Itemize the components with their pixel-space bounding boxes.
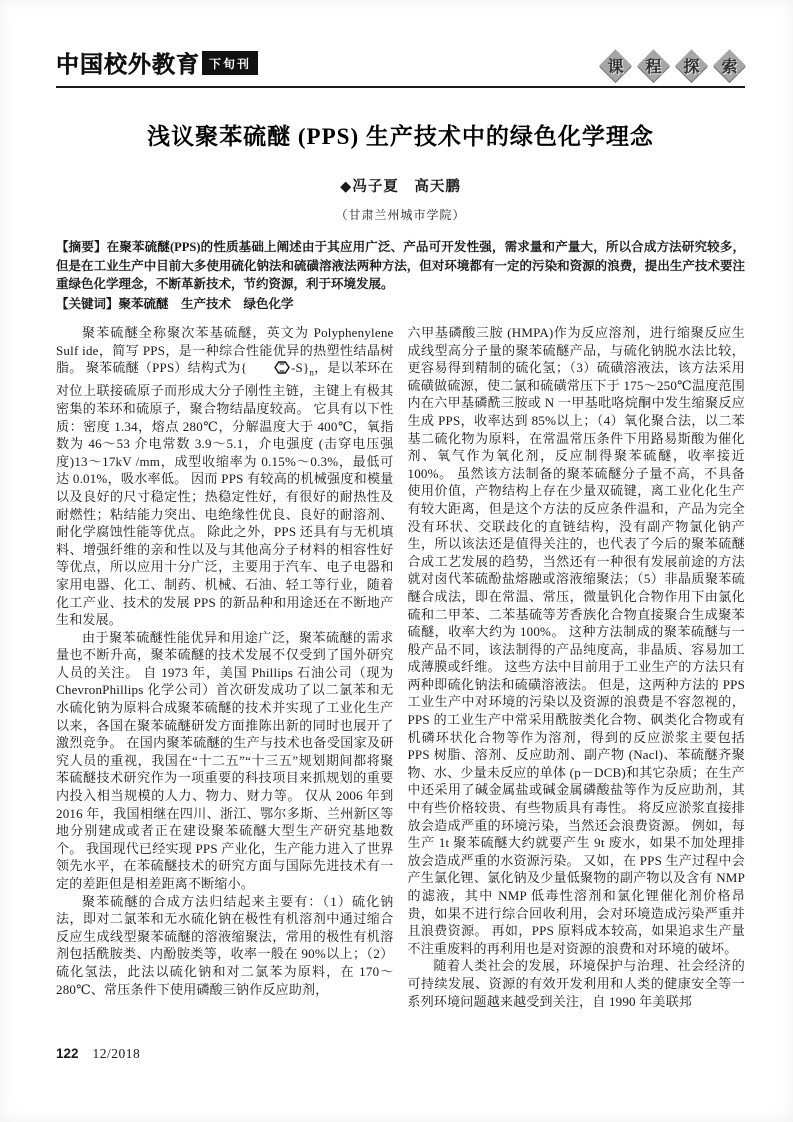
section-char: 探: [683, 59, 700, 76]
abstract-label: 【摘要】: [56, 240, 107, 254]
diamond-icon: [602, 52, 629, 79]
formula-open: {: [240, 360, 248, 376]
paragraph: 随着人类社会的发展，环境保护与治理、社会经济的可持续发展、资源的有效开发利用和人类的健康安全等一系列环境问题越来越受到关注，自 1990 年美联邦: [407, 958, 745, 1009]
journal-name: 中国校外教育: [56, 51, 200, 77]
page-number: 122: [56, 1046, 79, 1061]
paragraph: 聚苯硫醚的合成方法归结起来主要有：（1）硫化钠法，即对二氯苯和无水硫化钠在极性有机溶剂中通过缩合反应生成线型聚苯硫醚的溶液缩聚法，常用的极性有机溶剂包括酰胺类、内酚胺类等，收率一般在 90%以上；（2）硫化氢法，此法以硫化钠和对二氯苯为原料，在 170～280℃、常压条件下使用磷酸三钠作反应助剂，: [56, 893, 394, 997]
page-footer: [56, 1046, 140, 1062]
paragraph-text: 聚苯硫醚全称聚次苯基硫醚，英文为 Polyphenylene Sulf ide，简写 PPS，是一种综合性能优异的热塑性结晶树脂。 聚苯硫醚（PPS）结构式为: [56, 325, 394, 376]
keywords-text: 聚苯硫醚 生产技术 绿色化学: [118, 296, 294, 311]
section-char: 课: [607, 59, 624, 76]
paragraph: 六甲基磷酸三胺 (HMPA)作为反应溶剂，进行缩聚反应生成线型高分子量的聚苯硫醚产品，与硫化钠脱水法比较，更容易得到精制的硫化氢；（3）硫磺溶液法，该方法采用硫磺做硫源，使二氯和硫磺常压下于 175～250℃温度范围内在六甲基磷酰三胺或 N 一甲基吡咯烷酮中发生缩聚反应生成 PPS，收率达到 85%以上；（4）氧化聚合法，以二苯基二硫化物为原料，在常温常压条件下用路易斯酸为催化剂、氧气作为氧化剂，反应制得聚苯硫醚，收率接近 100%。 虽然该方法制备的聚苯硫醚分子量不高，不具备使用价值，产物结构上存在少量双硫键，离工业化化生产有较大距离，但是这个方法的反应条件温和，产品为完全没有环状、交联歧化的直链结构，没有副产物氯化钠产生，所以该法还是值得关注的，也代表了今后的聚苯硫醚合成工艺发展的趋势，当然还有一种很有发展前途的方法就对卤代苯硫酚盐熔融或溶液缩聚法；（5）非晶质聚苯硫醚合成法，即在常温、常压，微量钒化合物作用下由氯化硫和二甲苯、二苯基硫等芳香族化合物直接聚合生成聚苯硫醚，收率大约为 100%。 这种方法制成的聚苯硫醚与一般产品不同，该法制得的产品纯度高，非晶质、容易加工成薄膜或纤维。 这些方法中目前用于工业生产的方法只有两种即硫化钠法和硫磺溶液法。 但是，这两种方法的 PPS 工业生产中对环境的污染以及资源的浪费是不容忽视的，PPS 的工业生产中常采用酰胺类化合物、砜类化合物或有机磷环状化合物等作为溶剂，得到的反应淤浆主要包括 PPS 树脂、溶剂、反应助剂、副产物 (Nacl)、苯硫醚齐聚物、水、少量未反应的单体 (p－DCB)和其它杂质；在生产中还采用了碱金属盐或碱金属磷酸盐等作为反应助剂，其中有些价格较贵、有些物质具有毒性。 将反应淤浆直接排放会造成严重的环境污染，当然还会浪费资源。 例如，每生产 1t 聚苯硫醚大约就要产生 9t 废水，如果不加处理排放会造成严重的水资源污染。 又如，在 PPS 生产过程中会产生氯化锂、氯化钠及少量低聚物的副产物以及含有 NMP 的滤液，其中 NMP 低毒性溶剂和氯化锂催化剂价格昂贵，如果不进行综合回收利用，会对环境造成污染严重并且浪费资源。 再如，PPS 原料成本较高，如果追求生产量不注重废料的再利用也是对资源的浪费和对环境的破坏。: [407, 325, 745, 956]
left-column: [56, 324, 394, 1010]
keywords: [56, 295, 745, 314]
formula-close: -S}: [291, 360, 310, 376]
section-char: 索: [721, 59, 738, 76]
abstract-text: 在聚苯硫醚(PPS)的性质基础上阐述由于其应用广泛、产品可开发性强，需求量和产量大，所以合成方法研究较多，但是在工业生产中目前大多使用硫化钠法和硫磺溶液法两种方法，但对环境都有一定的污染和资源的浪费，提出生产技术要注重绿色化学理念，不断革新技术，节约资源，利于环境发展。: [56, 240, 745, 291]
section-label: [602, 52, 743, 79]
diamond-icon: [716, 52, 743, 79]
paragraph: [56, 324, 394, 629]
pps-structural-formula: [240, 360, 315, 378]
diamond-icon: [678, 52, 705, 79]
journal-brand: [56, 46, 258, 79]
section-char: 程: [645, 59, 662, 76]
article-authors: ◆冯子夏 高天鹏: [340, 179, 461, 195]
article-body: [56, 324, 745, 1010]
paragraph-text: ，是以苯环在对位上联接硫原子而形成大分子刚性主链，主键上有极其密集的苯环和硫原子，聚合物结晶度较高。 它具有以下性质：密度 1.34，熔点 280℃，分解温度大于 400℃，氧指数为 46～53 介电常数 3.9～5.1，介电强度 (击穿电压强度)13～17kV /mm，成型收缩率为 0.15%～0.3%，最低可达 0.01%，吸水率低。 因而 PPS 有较高的机械强度和模量以及良好的尺寸稳定性；热稳定性好，有很好的耐热性及耐燃性；粘结能力突出、电绝缘性优良、良好的耐溶剂、耐化学腐蚀性能等优点。 除此之外，PPS 还具有与无机填料、增强纤维的亲和性以及与其他高分子材料的相容性好等优点，所以应用十分广泛，主要用于汽车、电子电器和家用电器、化工、制药、机械、石油、轻工等行业，随着化工产业、技术的发展 PPS 的新品种和用途还在不断地产生和发展。: [56, 360, 394, 628]
right-column: [408, 324, 746, 1010]
edition-badge: 下旬刊: [202, 51, 258, 75]
issue-date: 12/2018: [92, 1046, 141, 1061]
formula-subscript: n: [309, 367, 315, 378]
abstract: [56, 238, 745, 294]
page-header: [56, 46, 745, 88]
article-affiliation: （甘肃兰州城市学院）: [335, 208, 466, 222]
paragraph: 由于聚苯硫醚性能优异和用途广泛，聚苯硫醚的需求量也不断升高，聚苯硫醚的技术发展不仅受到了国外研究人员的关注。 自 1973 年，美国 Phillips 石油公司（现为 ChevronPhillips 化学公司）首次研发成功了以二氯苯和无水硫化钠为原料合成聚苯硫醚的技术并实现了工业化生产以来，各国在聚苯硫醚研发方面推陈出新的同时也展开了激烈竞争。 在国内聚苯硫醚的生产与技术也备受国家及研究人员的重视，我国在“十二五”“十三五”规划期间都将聚苯硫醚技术研究作为一项重要的科技项目来抓规划的重要内投入相当规模的人力、物力、财力等。 仅从 2006 年到 2016 年，我国相继在四川、浙江、鄂尔多斯、兰州新区等地分别建成或者正在建设聚苯硫醚大型生产研究基地数个。 我国现代已经实现 PPS 产业化，生产能力进入了世界领先水平，在苯硫醚技术的研究方面与国际先进技术有一定的差距但是相差距离不断缩小。: [56, 629, 394, 891]
benzene-ring-icon: [248, 361, 290, 379]
article-title: 浅议聚苯硫醚 (PPS) 生产技术中的绿色化学理念: [147, 124, 654, 149]
keywords-label: 【关键词】: [56, 296, 119, 311]
diamond-icon: [640, 52, 667, 79]
